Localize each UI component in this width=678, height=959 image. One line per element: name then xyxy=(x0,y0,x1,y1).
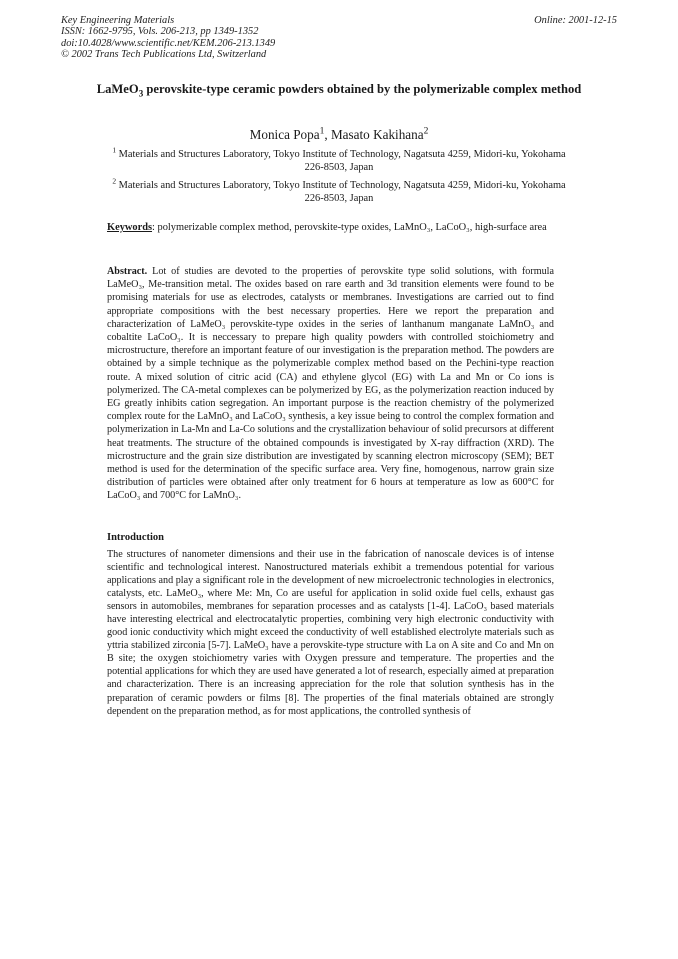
affiliation xyxy=(108,145,570,175)
author-list xyxy=(80,127,598,143)
author-name: Monica Popa xyxy=(249,127,320,142)
introduction-paragraph: The structures of nanometer dimensions and their use in the fabrication of nanoscale devices is of intense scientific and technological interest. Nanostructured materials exhibit a tremendous potential for various applications and play a significant role in the development of new microelectronic technologies in electronics, catalysts, etc. LaMeO₃, where Me: Mn, Co are useful for application in solid oxide fuel cells, exhaust gas sensors in automobiles, membranes for separation processes and as catalysts [1-4]. LaCoO₃ based materials have interesting electrical and electrocatalytic properties, combining very high electronic conductivity with good ionic conductivity which might exceed the conductivity of well established electrolyte materials such as yttria stabilized zirconia [5-7]. LaMeO₃ have a perovskite-type structure with La on A site and Co and Mn on B site; the oxygen stoichiometry varies with Oxygen pressure and temperature. The properties and the potential applications for which they are used have generated a lot of research, especially aimed at preparation and characterization. There is an increasing appreciation for the role that solution synthesis has in the preparation of ceramic powders or films [8]. The properties of the final materials obtained are strongly dependent on the preparation method, as for most applications, the controlled synthesis of xyxy=(107,549,554,717)
title-formula: LaMeO xyxy=(96,82,139,96)
journal-header xyxy=(61,15,617,61)
keywords-text: : polymerizable complex method, perovskite-type oxides, LaMnO₃, LaCoO₃, high-surface area xyxy=(152,222,547,233)
paper-title xyxy=(80,82,598,98)
affiliation-text: Materials and Structures Laboratory, Tokyo Institute of Technology, Nagatsuta 4259, Midori-ku, Yokohama 226-8503, Japan xyxy=(116,149,566,174)
keywords xyxy=(107,221,554,235)
section-heading: Introduction xyxy=(107,532,164,543)
keywords-label: Keywords xyxy=(107,222,153,233)
author-affil-mark: 2 xyxy=(423,126,429,137)
journal-name: Key Engineering Materials xyxy=(61,15,175,26)
online-date: Online: 2001-12-15 xyxy=(534,15,617,26)
issn-line: ISSN: 1662-9795, Vols. 206-213, pp 1349-1352 xyxy=(61,26,259,38)
abstract-label: Abstract. xyxy=(107,266,148,277)
copyright-line: © 2002 Trans Tech Publications Ltd, Switzerland xyxy=(61,49,267,61)
affiliation-mark: 1 xyxy=(112,145,117,155)
abstract xyxy=(107,265,554,503)
author-affil-mark: 1 xyxy=(319,126,325,137)
title-rest: perovskite-type ceramic powders obtained by the polymerizable complex method xyxy=(143,82,582,96)
affiliation-text: Materials and Structures Laboratory, Tokyo Institute of Technology, Nagatsuta 4259, Midori-ku, Yokohama 226-8503, Japan xyxy=(116,180,566,205)
affiliation-mark: 2 xyxy=(112,176,117,186)
author-separator: , xyxy=(324,127,331,142)
title-subscript: 3 xyxy=(138,88,144,99)
doi-line: doi:10.4028/www.scientific.net/KEM.206-213.1349 xyxy=(61,37,276,49)
affiliation xyxy=(108,176,570,206)
author-name: Masato Kakihana xyxy=(330,127,424,142)
abstract-text: Lot of studies are devoted to the properties of perovskite type solid solutions, with formula LaMeO₃, Me-transition metal. The oxides based on rare earth and 3d transition elements were found to be promising materials for use as electrodes, catalysts or membranes. Investigations are carried out to find appropriate compositions with the best necessary properties. Here we report the preparation and characterization of LaMeO₃ perovskite-type oxides in the series of lanthanum manganate LaMnO₃ and cobaltite LaCoO₃. It is neccessary to prepare high quality powders with controlled stoichiometry and microstructure, therefore an important feature of our investigation is the preparation method. The powders are obtained by a simple technique as the polymerizable complex method based on the Pechini-type reaction route. A mixed solution of citric acid (CA) and ethylene glycol (EG) with La and Mn or Co ions is polymerized. The CA-metal complexes can be polymerized by EG, as the polymerization reaction induced by EG greatly inhibits cation segregation. An important purpose is the reaction chemistry of the polymerized complex route for the LaMnO₃ and LaCoO₃ synthesis, a key issue being to control the complex formation and polymerization in La-Mn and La-Co solutions and the crystallization behaviour of solid precursors at different heat treatments. The structure of the obtained compounds is investigated by X-ray diffraction (XRD). The microstructure and the grain size distribution are investigated by scanning electron microscopy (SEM); BET method is used for the determination of the specific surface area. Very fine, homogenous, narrow grain size distribution of particles were obtained after only treatment for 6 hours at temperature as low as 600°C for LaCoO₃ and 700°C for LaMnO₃. xyxy=(107,266,554,502)
